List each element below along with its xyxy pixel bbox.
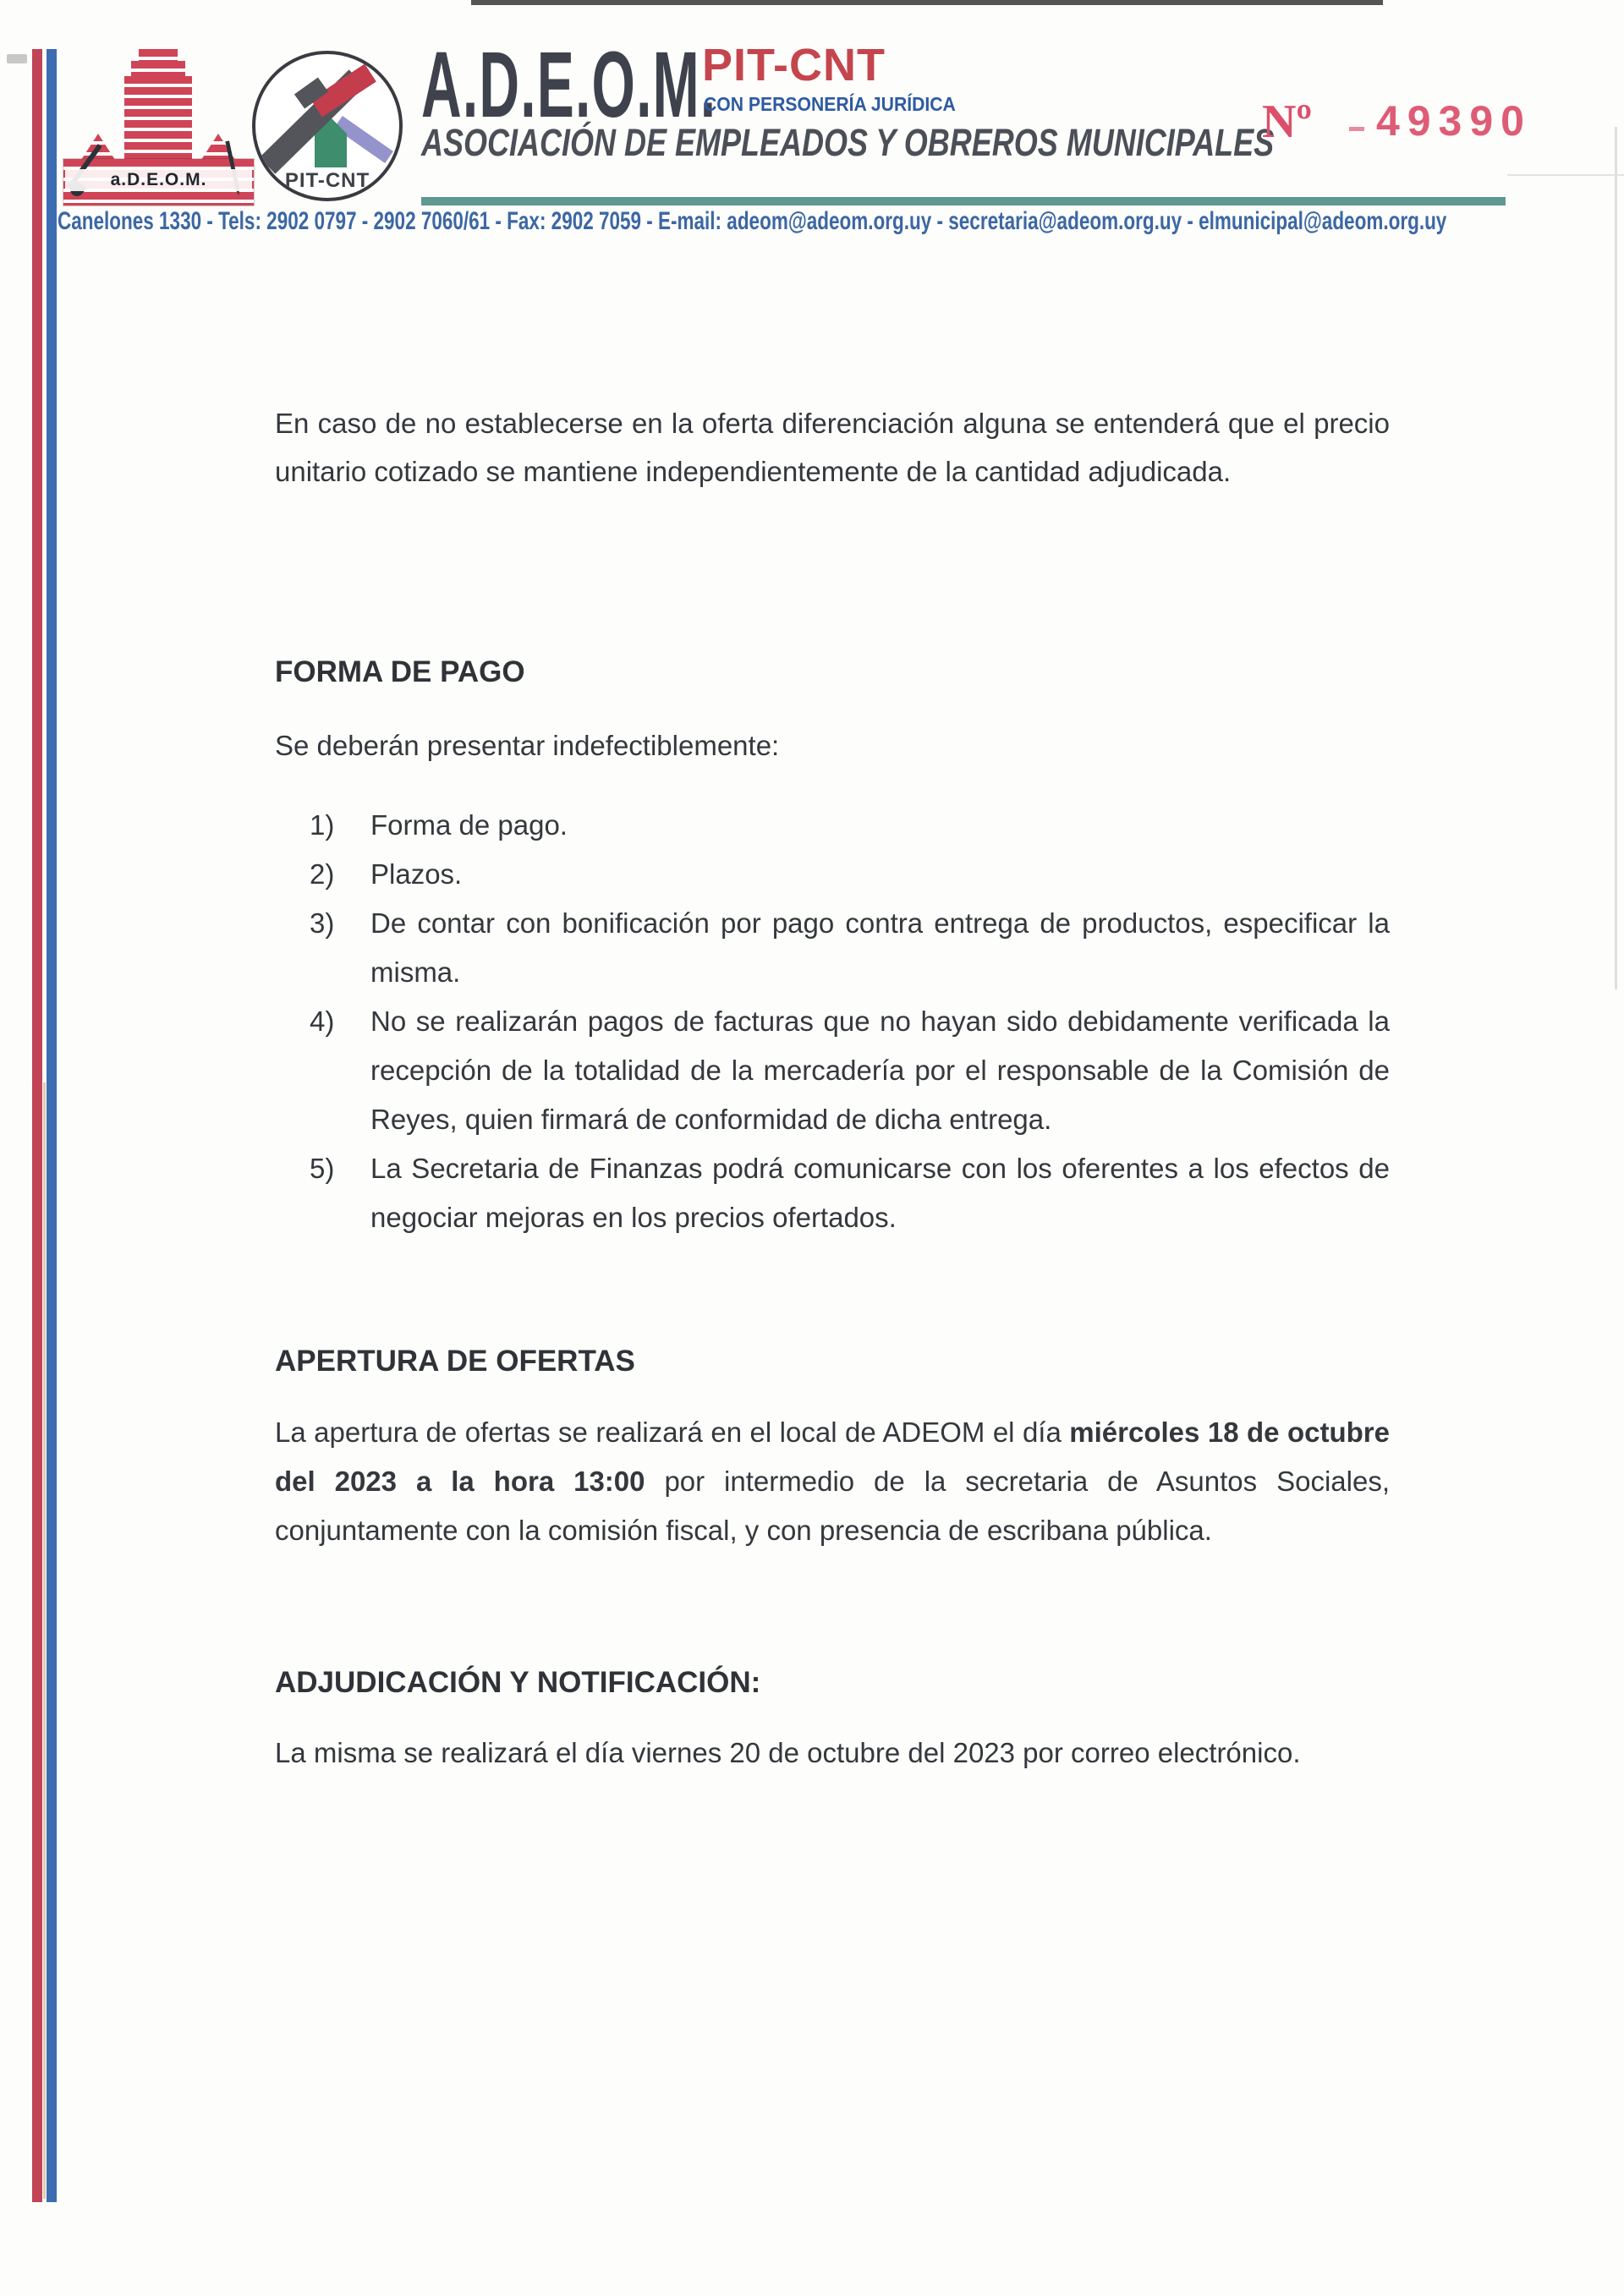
adeom-logo-text: a.D.E.O.M. bbox=[110, 170, 207, 189]
list-item bbox=[310, 997, 1390, 1144]
org-acronym-title: A.D.E.O.M. bbox=[421, 33, 717, 137]
adjudicacion-paragraph: La misma se realizará el día viernes 20 de octubre del 2023 por correo electrónico. bbox=[275, 1737, 1301, 1768]
pitcnt-logo-text: PIT-CNT bbox=[284, 169, 370, 192]
left-stripe-blue bbox=[47, 49, 57, 2202]
forma-de-pago-lead: Se deberán presentar indefectiblemente: bbox=[275, 730, 780, 761]
stamp-dash bbox=[1349, 127, 1364, 131]
left-stripe-tan bbox=[43, 1082, 46, 2199]
section-heading-forma-de-pago: FORMA DE PAGO bbox=[275, 655, 525, 688]
section-heading-adjudicacion: ADJUDICACIÓN Y NOTIFICACIÓN: bbox=[275, 1666, 761, 1699]
list-item bbox=[310, 801, 1390, 850]
adeom-logo bbox=[63, 49, 254, 205]
intro-paragraph: En caso de no establecerse en la oferta diferenciación alguna se entenderá que el precio unitario cotizado se mantiene independientemente de la cantidad adjudicada. bbox=[275, 408, 1390, 487]
list-item-text: Forma de pago. bbox=[370, 809, 568, 841]
adeom-logo-text-strip bbox=[65, 169, 252, 191]
stamp-number: 49390 bbox=[1375, 97, 1532, 145]
list-item-text: No se realizarán pagos de facturas que no hayan sido debidamente verificada la recepción de la totalidad de la mercadería por el responsable de la Comisión de Reyes, quien firmará de conformidad de dicha entrega. bbox=[370, 1006, 1390, 1135]
list-item-number: 2) bbox=[310, 858, 335, 890]
forma-de-pago-list bbox=[310, 801, 1390, 1242]
list-item bbox=[310, 1144, 1390, 1242]
section-heading-apertura: APERTURA DE OFERTAS bbox=[275, 1345, 635, 1378]
list-item-text: Plazos. bbox=[370, 858, 463, 890]
list-item-number: 3) bbox=[310, 907, 335, 939]
list-item bbox=[310, 850, 1390, 899]
list-item-text: De contar con bonificación por pago contra entrega de productos, especificar la misma. bbox=[370, 907, 1390, 988]
adeom-logo-tower-cap bbox=[139, 49, 178, 61]
list-item-text: La Secretaria de Finanzas podrá comunicarse con los oferentes a los efectos de negociar mejoras en los precios ofertados. bbox=[370, 1153, 1390, 1233]
pitcnt-emblem-icon bbox=[255, 54, 399, 198]
apertura-text: La apertura de ofertas se realizará en el local de ADEOM el día bbox=[275, 1417, 1070, 1448]
adeom-logo-tower-cap bbox=[131, 61, 185, 76]
scan-artifact bbox=[7, 54, 27, 63]
header-divider-rule bbox=[421, 197, 1506, 205]
list-item-number: 4) bbox=[310, 1006, 335, 1037]
org-full-name: ASOCIACIÓN DE EMPLEADOS Y OBREROS MUNICIPALES bbox=[421, 121, 1275, 164]
apertura-date-bold: miércoles 18 de octubre del 2023 a la hora 13:00 bbox=[275, 1417, 1390, 1497]
scan-edge-line bbox=[471, 0, 1383, 5]
scan-right-edge bbox=[1615, 127, 1617, 989]
scan-streak bbox=[1507, 174, 1624, 176]
org-legal-status: CON PERSONERÍA JURÍDICA bbox=[704, 93, 956, 115]
list-item-number: 5) bbox=[310, 1153, 335, 1184]
stamp-prefix: Nº bbox=[1262, 96, 1312, 148]
adeom-logo-tower bbox=[124, 76, 192, 161]
pitcnt-logo bbox=[252, 51, 403, 201]
apertura-text: por intermedio de la secretaria de Asuntos Sociales, conjuntamente con la comisión fiscal, y con presencia de escribana pública. bbox=[275, 1466, 1390, 1546]
list-item-number: 1) bbox=[310, 809, 335, 841]
org-affiliation-title: PIT-CNT bbox=[702, 40, 886, 90]
left-stripe-red bbox=[32, 49, 42, 2202]
list-item bbox=[310, 899, 1390, 997]
apertura-paragraph bbox=[275, 1408, 1390, 1555]
contact-line: Canelones 1330 - Tels: 2902 0797 - 2902 7060/61 - Fax: 2902 7059 - E-mail: adeom@adeom.org.uy - secretaria@adeom.org.uy - elmunicipal@adeom.org.uy bbox=[58, 207, 1447, 235]
document-number-stamp bbox=[1262, 96, 1532, 148]
